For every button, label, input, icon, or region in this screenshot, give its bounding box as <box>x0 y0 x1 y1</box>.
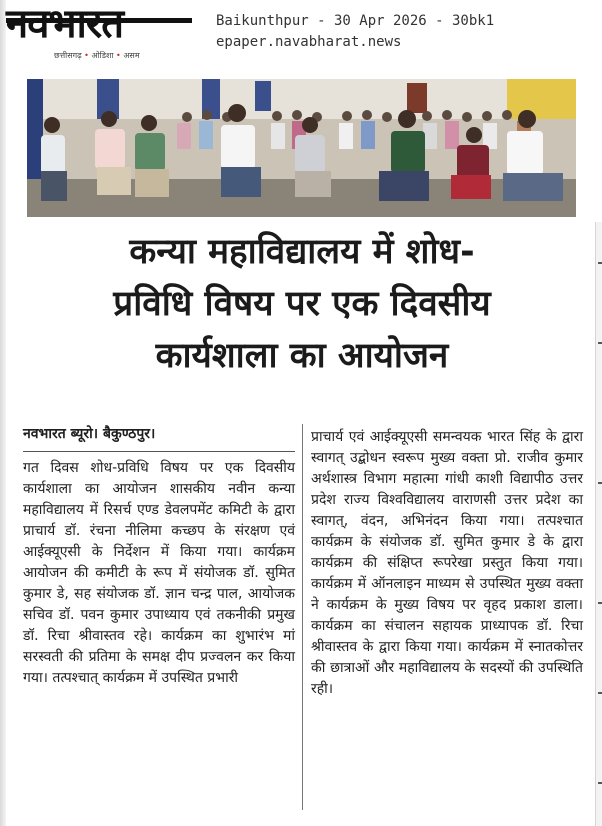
article-headline <box>14 226 590 382</box>
byline: नवभारत ब्यूरो। बैकुण्ठपुर। <box>23 426 156 442</box>
separator-dot-icon: • <box>84 51 92 60</box>
edition-assam: असम <box>123 51 140 60</box>
audience-photo-icon <box>27 79 576 217</box>
edition-odisha: ओडिशा <box>91 51 114 60</box>
headline-line-3: कार्यशाला का आयोजन <box>155 336 449 376</box>
logo-editions <box>54 50 140 61</box>
adjacent-article-strip <box>595 222 602 826</box>
masthead <box>6 0 216 66</box>
article-right-column <box>311 427 583 700</box>
edition-meta <box>216 11 494 53</box>
article-left-column <box>23 424 295 689</box>
newspaper-logo: नवभारत <box>6 1 124 47</box>
epaper-url: epaper.navabharat.news <box>216 34 402 50</box>
headline-line-1: कन्या महाविद्यालय में शोध- <box>129 232 475 272</box>
separator-dot-icon: • <box>116 51 124 60</box>
article-photo <box>27 79 576 217</box>
left-column-text: गत दिवस शोध-प्रविधि विषय पर एक दिवसीय कार्यशाला का आयोजन शासकीय नवीन कन्या महाविद्यालय में रिसर्च एण्ड डेवलपमेंट कमिटी के द्वारा प्राचार्य डॉ. रंचना नीलिमा कच्छप के संरक्षण एवं आईक्यूएसी के निर्देशन में किया गया। कार्यक्रम आयोजन की कमीटी के रूप में संयोजक डॉ. सुमित कुमार डे, सह संयोजक डॉ. ज्ञान चन्द्र पाल, आयोजक सचिव डॉ. पवन कुमार उपाध्याय एवं तकनीकी प्रमुख डॉ. रिचा श्रीवास्तव रहे। कार्यक्रम का शुभारंभ मां सरस्वती की प्रतिमा के समक्ष दीप प्रज्वलन कर किया गया। तत्पश्चात् कार्यक्रम में उपस्थित प्रभारी <box>23 460 295 686</box>
byline-rule <box>23 451 295 452</box>
edition-chhattisgarh: छत्तीसगढ़ <box>54 51 82 60</box>
dateline: Baikunthpur - 30 Apr 2026 - 30bk1 <box>216 13 495 29</box>
right-column-text: प्राचार्य एवं आईक्यूएसी समन्वयक भारत सिंह के द्वारा स्वागत् उद्बोधन स्वरूप मुख्य वक्ता प्रो. राजीव कुमार अर्थशास्त्र विभाग महात्मा गांधी काशी विद्यापीठ उत्तर प्रदेश राज्य विश्वविद्यालय वाराणसी उत्तर प्रदेश का स्वागत्, वंदन, अभिनंदन किया गया। तत्पश्चात कार्यक्रम के संयोजक डॉ. सुमित कुमार डे के द्वारा कार्यक्रम की संक्षिप्त रूपरेखा प्रस्तुत किया गया। कार्यक्रम में ऑनलाइन माध्यम से उपस्थित मुख्य वक्ता ने कार्यक्रम के मुख्य विषय पर वृहद प्रकाश डाला। कार्यक्रम का संचालन सहायक प्राध्यापक डॉ. रिचा श्रीवास्तव के द्वारा किया गया। कार्यक्रम में स्नातकोत्तर की छात्राओं और महाविद्यालय के सदस्यों की उपस्थिति रही। <box>311 429 583 697</box>
page-left-edge <box>0 0 6 826</box>
headline-line-2: प्रविधि विषय पर एक दिवसीय <box>113 284 491 324</box>
column-divider <box>302 424 303 810</box>
